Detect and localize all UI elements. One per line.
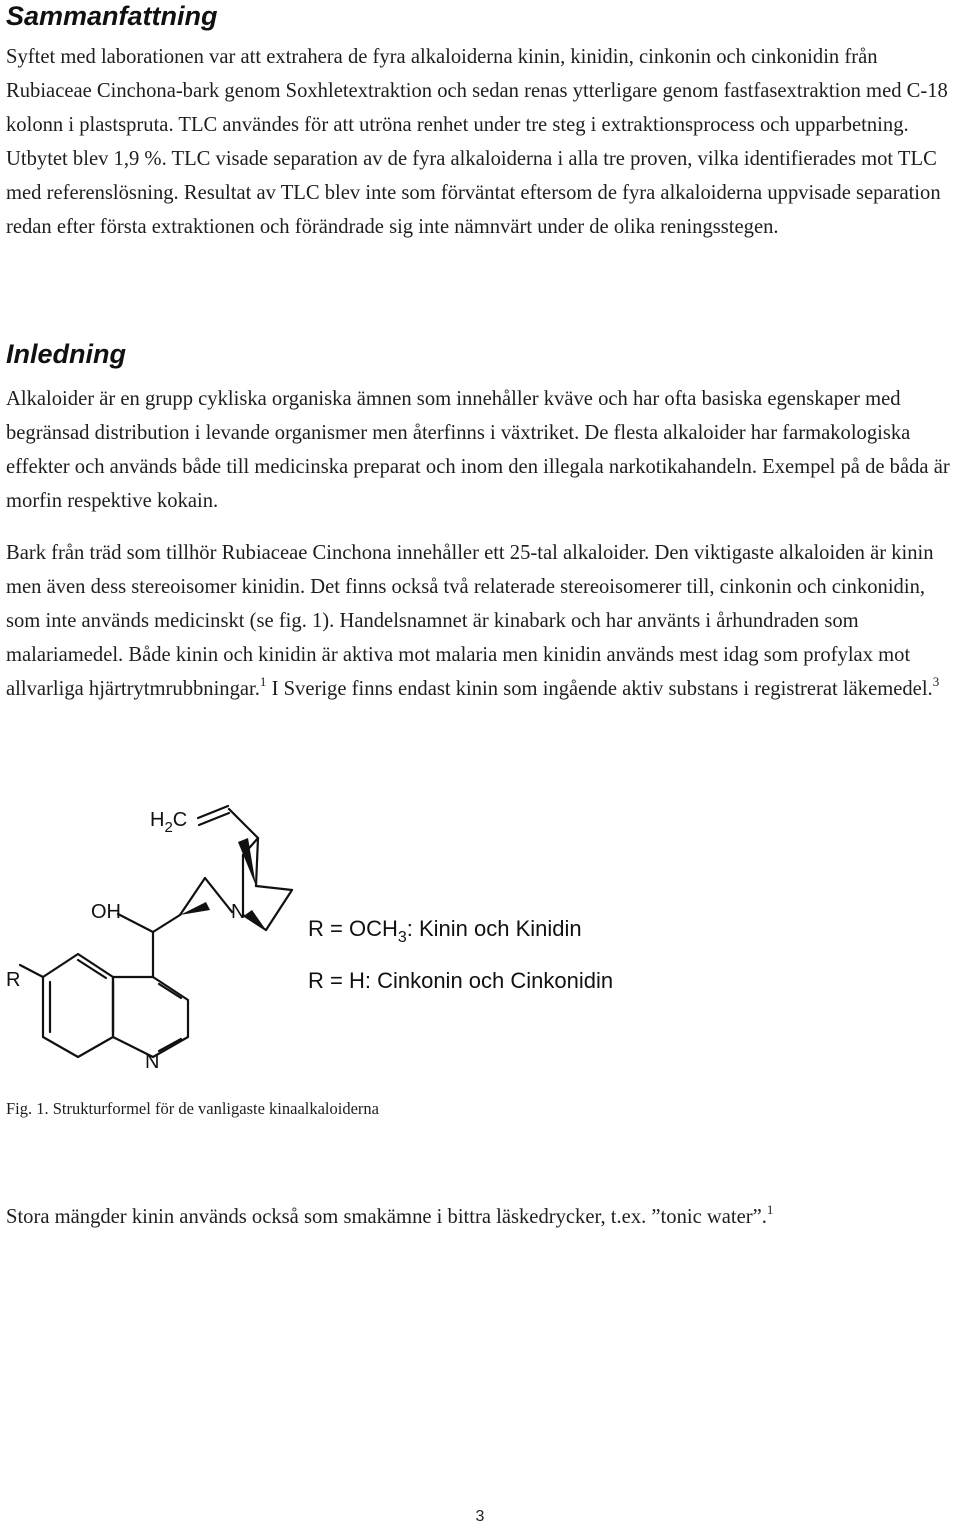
structure-figure <box>0 790 960 1090</box>
r-label: R <box>6 969 21 991</box>
intro-paragraph-2-main: Bark från träd som tillhör Rubiaceae Cinchona innehåller ett 25-tal alkaloider. Den viktigaste alkaloiden är kinin men även dess stereoisomer kinidin. Det finns också två relaterade stereoisomerer till, cinkonin och cinkonidin, som inte används medicinskt (se fig. 1). Handelsnamnet är kinabark och har använts i århundraden som malariamedel. Både kinin och kinidin är aktiva mot malaria men kinidin används mest idag som profylax mot allvarliga hjärtrytmrubbningar. <box>6 542 934 700</box>
cage-bond-7 <box>205 878 232 912</box>
legend-line-1: $R = OCH_3$: Kinin och Kinidin <box>308 916 582 946</box>
footnote-ref-1: 1 <box>259 674 267 689</box>
cage-bond-4 <box>266 890 292 930</box>
oh-bond <box>118 914 153 932</box>
intro-paragraph-2 <box>6 536 956 706</box>
summary-heading: Sammanfattning <box>6 1 218 31</box>
closing-footnote-ref: 1 <box>766 1202 774 1217</box>
alkaloid-structure-diagram <box>0 790 960 1090</box>
intro-paragraph-1: Alkaloider är en grupp cykliska organiska ämnen som innehåller kväve och har ofta basiska egenskaper med begränsad distribution i levande organismer men återfinns i växtriket. De flesta alkaloider har farmakologiska effekter och används både till medicinska preparat och inom den illegala narkotikahandeln. Exempel på de båda är morfin respektive kokain. <box>6 388 950 512</box>
r-bond <box>20 965 43 977</box>
page-number: 3 <box>475 1508 485 1525</box>
intro-heading: Inledning <box>6 339 126 369</box>
quinuclidine-n-label: N <box>231 901 246 923</box>
wedge-bond-3 <box>245 910 266 930</box>
quinoline-n-label: N <box>145 1051 160 1073</box>
figure-caption: Fig. 1. Strukturformel för de vanligaste kinaalkaloiderna <box>6 1099 379 1118</box>
cage-bond-3 <box>256 886 292 890</box>
quinoline-ring-right <box>113 977 188 1057</box>
closing-paragraph <box>6 1200 773 1234</box>
closing-text: Stora mängder kinin används också som smakämne i bittra läskedrycker, t.ex. ”tonic water”. <box>6 1206 767 1228</box>
chain-bond <box>153 915 180 932</box>
cage-bond-2 <box>256 838 258 886</box>
footnote-ref-3: 3 <box>932 674 940 689</box>
intro-paragraph-2-tail: I Sverige finns endast kinin som ingående aktiv substans i registrerat läkemedel. <box>266 678 933 700</box>
wedge-bond-2 <box>238 838 256 886</box>
legend-line-2: R = H: Cinkonin och Cinkonidin <box>308 968 614 993</box>
quinoline-ring-left <box>43 954 113 1057</box>
ring-inner-bond-2 <box>159 984 181 998</box>
vinyl-bond <box>229 809 258 838</box>
summary-paragraph: Syftet med laborationen var att extrahera de fyra alkaloiderna kinin, kinidin, cinkonin och cinkonidin från Rubiaceae Cinchona-bark genom Soxhletextraktion och sedan renas ytterligare genom fastfasextraktion med C-18 kolonn i plastspruta. TLC användes för att utröna renhet under tre steg i extraktionsprocess och upparbetning. Utbytet blev 1,9 %. TLC visade separation av de fyra alkaloiderna i alla tre proven, vilka identifierades mot TLC med referenslösning. Resultat av TLC blev inte som förväntat eftersom de fyra alkaloiderna uppvisade separation redan efter första extraktionen och förändrade sig inte nämnvärt under de olika reningsstegen. <box>6 46 948 238</box>
vinyl-label: $H_2C$ <box>150 809 188 836</box>
oh-label: OH <box>91 901 121 923</box>
ring-inner-bond-3 <box>159 1039 181 1051</box>
